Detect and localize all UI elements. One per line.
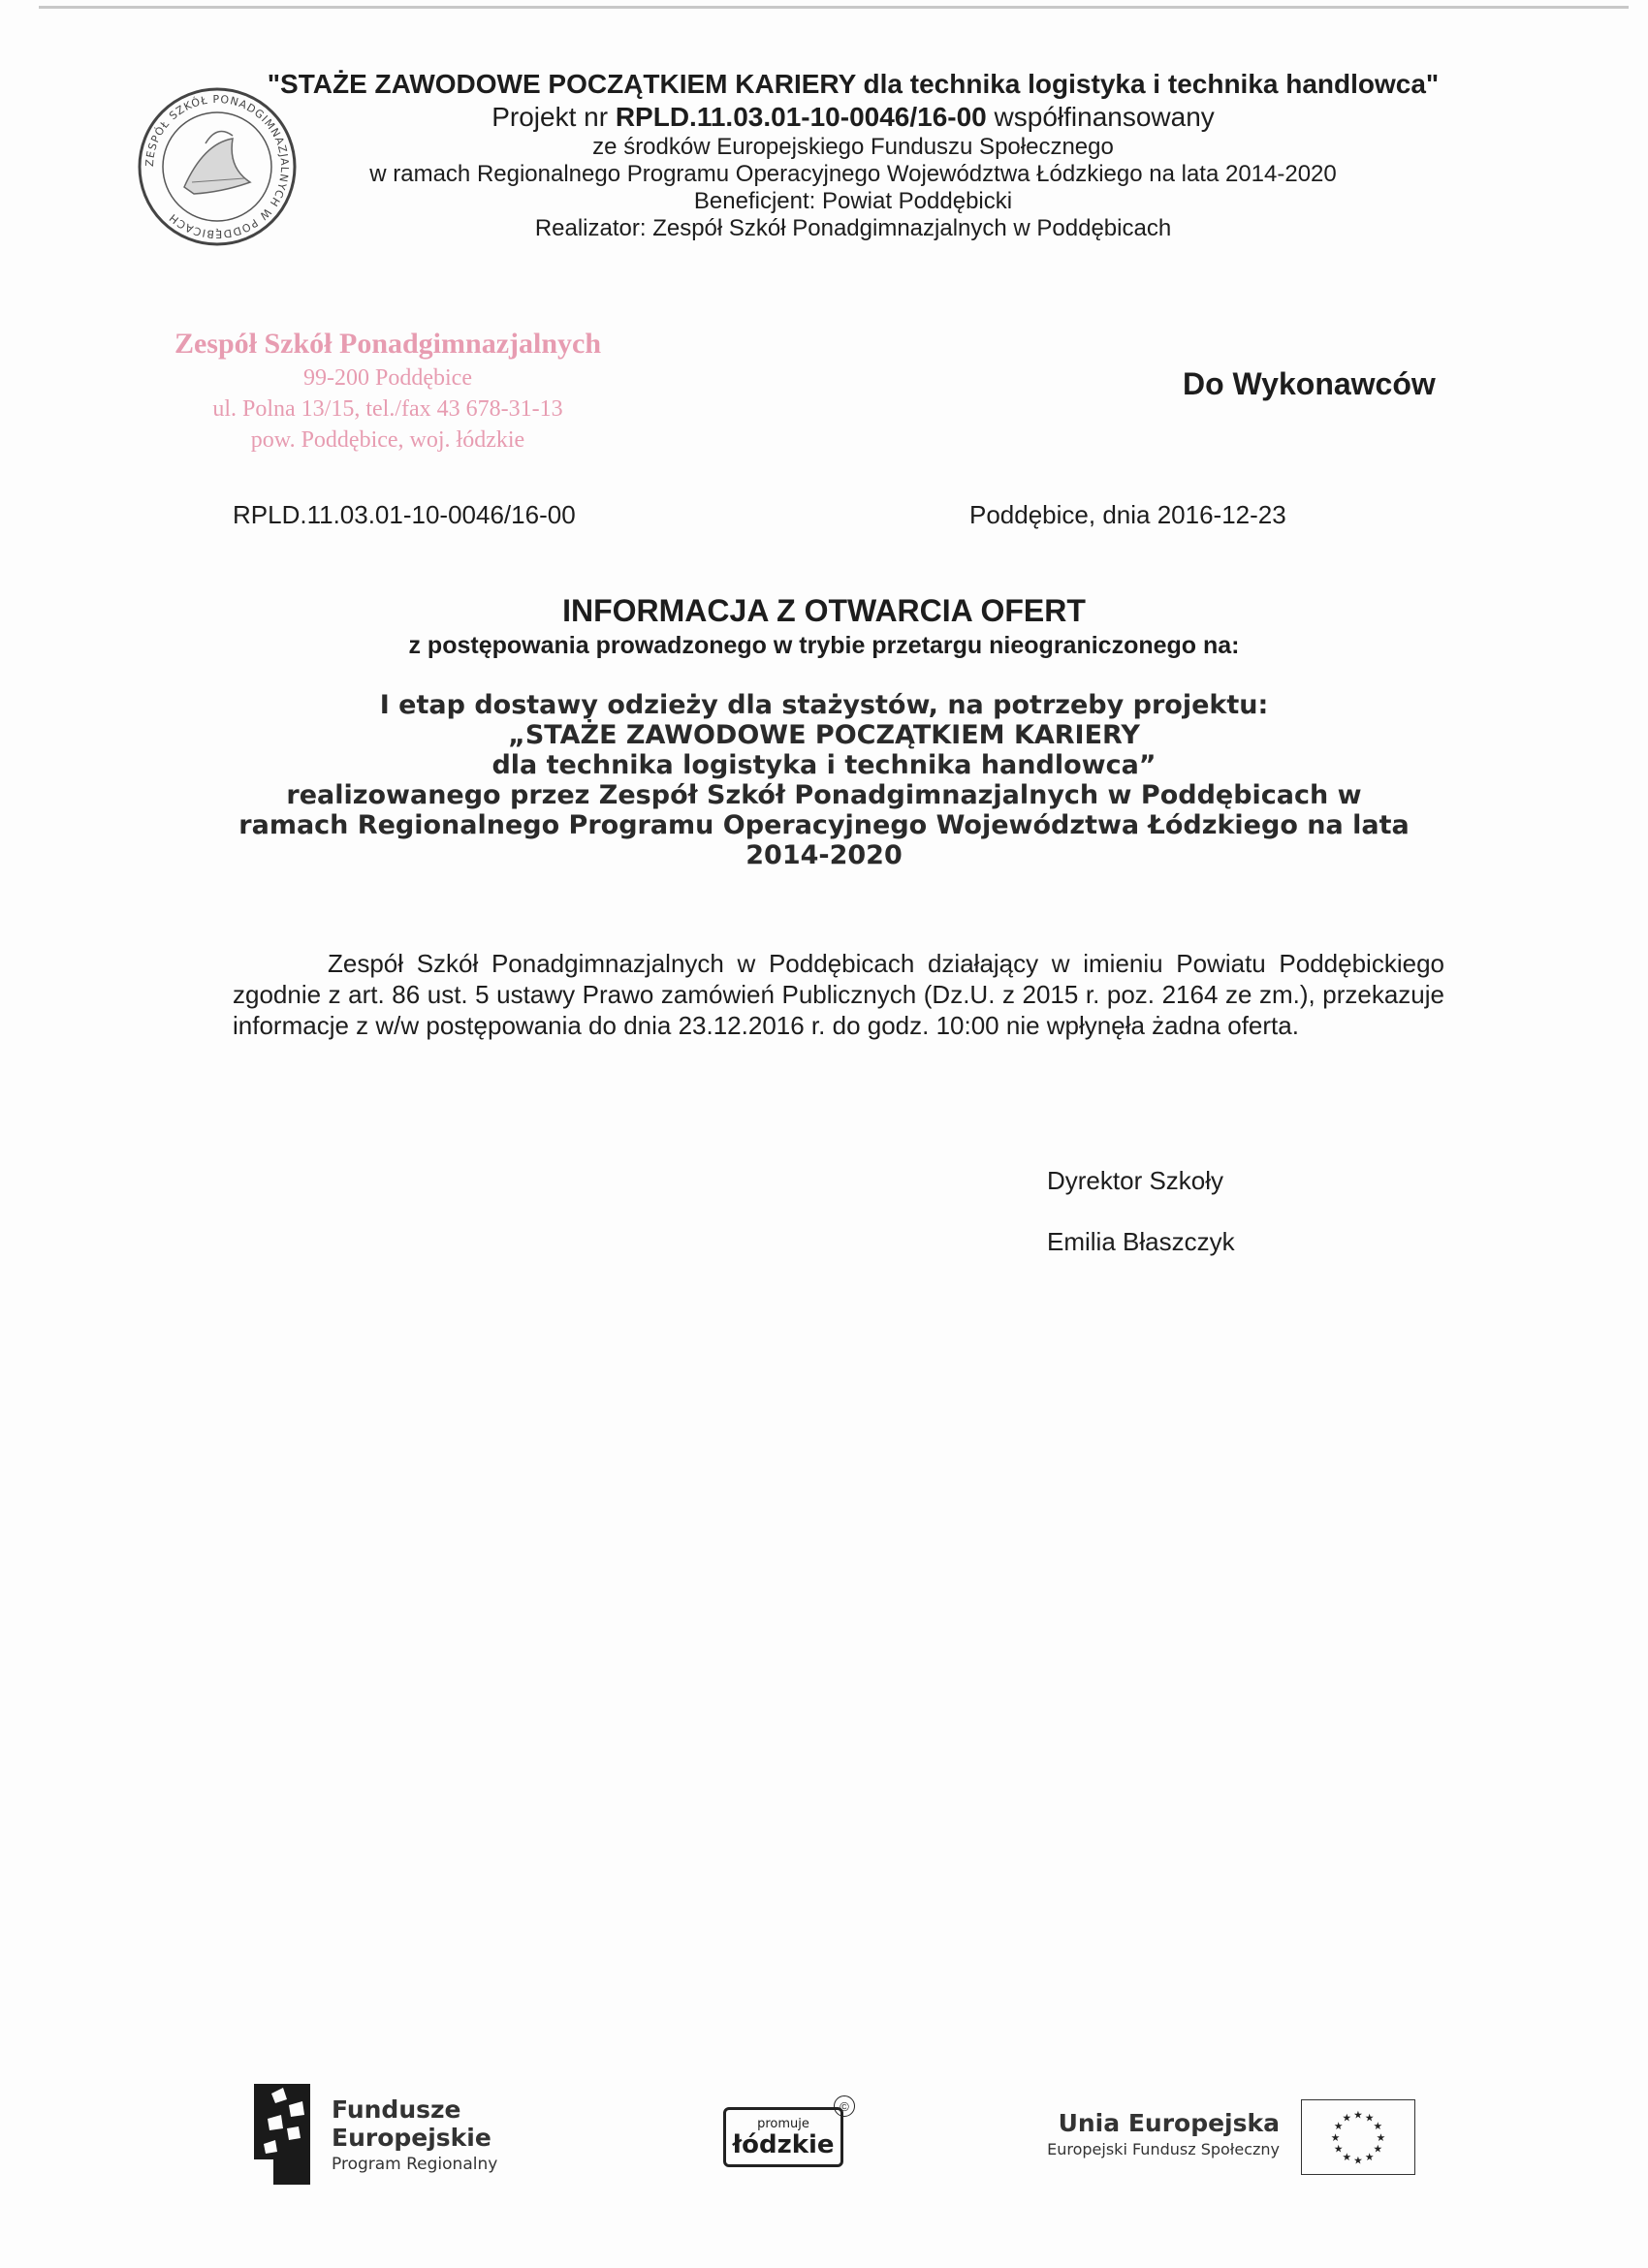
ue-line-1: Unia Europejska: [1058, 2109, 1280, 2137]
tender-subject: [194, 690, 1454, 870]
eu-star-icon: ★: [1333, 2142, 1344, 2156]
unia-europejska-text: [998, 2109, 1280, 2161]
letterhead: [223, 68, 1483, 242]
fe-line-2: Europejskie: [332, 2124, 491, 2152]
subject-line-6: 2014-2020: [745, 840, 903, 870]
fe-line-1: Fundusze: [332, 2095, 461, 2124]
eu-flag-icon: [1301, 2099, 1415, 2175]
signatory-name: Emilia Błaszczyk: [1047, 1227, 1235, 1256]
beneficiary-line: Beneficjent: Powiat Poddębicki: [693, 188, 1013, 214]
project-suffix: współfinansowany: [986, 102, 1215, 132]
subject-line-4: realizowanego przez Zespół Szkół Ponadgimnazjalnych w Poddębicach w: [286, 780, 1362, 810]
lodzkie-big: łódzkie: [732, 2130, 835, 2159]
eu-star-icon: ★: [1364, 2151, 1375, 2164]
fundusze-europejskie-text: [332, 2095, 497, 2177]
stamp-line-3: ul. Polna 13/15, tel./fax 43 678-31-13: [212, 396, 563, 422]
project-number-line: [223, 101, 1483, 134]
subject-line-5: ramach Regionalnego Programu Operacyjnego Województwa Łódzkiego na lata: [238, 810, 1410, 840]
implementer-line: Realizator: Zespół Szkół Ponadgimnazjalnych w Poddębicach: [534, 215, 1172, 241]
document-title: INFORMACJA Z OTWARCIA OFERT: [562, 593, 1086, 628]
reference-number: RPLD.11.03.01-10-0046/16-00: [233, 500, 576, 529]
stamp-line-2: 99-200 Poddębice: [303, 365, 472, 391]
eu-star-icon: ★: [1353, 2154, 1363, 2167]
program-line: w ramach Regionalnego Programu Operacyjnego Województwa Łódzkiego na lata 2014-2020: [369, 161, 1337, 187]
fe-line-3: Program Regionalny: [332, 2155, 498, 2174]
promuje-lodzkie-logo: [723, 2107, 843, 2167]
eu-star-icon: ★: [1373, 2142, 1383, 2156]
funding-line: ze środków Europejskiego Funduszu Społecznego: [592, 134, 1114, 160]
document-subtitle: z postępowania prowadzonego w trybie przetargu nieograniczonego na:: [408, 632, 1240, 659]
copyright-mark: ©: [834, 2095, 855, 2117]
eu-star-icon: ★: [1353, 2108, 1363, 2122]
stamp-line-4: pow. Poddębice, woj. łódzkie: [250, 427, 525, 453]
seal-ring-text: ZESPÓŁ SZKÓŁ PONADGIMNAZJALNYCH W PODDĘBICACH: [143, 92, 292, 241]
subject-line-3: dla technika logistyka i technika handlowca”: [491, 750, 1157, 780]
eu-star-icon: ★: [1342, 2151, 1352, 2164]
project-title: "STAŻE ZAWODOWE POCZĄTKIEM KARIERY dla technika logistyka i technika handlowca": [267, 69, 1440, 99]
document-date: Poddębice, dnia 2016-12-23: [969, 500, 1286, 529]
subject-line-2: „STAŻE ZAWODOWE POCZĄTKIEM KARIERY: [508, 720, 1140, 750]
eu-star-icon: ★: [1364, 2111, 1375, 2125]
project-number: RPLD.11.03.01-10-0046/16-00: [615, 102, 987, 132]
signatory-role: Dyrektor Szkoły: [1047, 1166, 1224, 1195]
scan-edge-line: [39, 6, 1629, 9]
eu-star-icon: ★: [1376, 2130, 1386, 2144]
eu-star-icon: ★: [1330, 2130, 1341, 2144]
recipient: Do Wykonawców: [1183, 366, 1436, 401]
subject-line-1: I etap dostawy odzieży dla stażystów, na potrzeby projektu:: [379, 690, 1269, 720]
body-paragraph: [233, 948, 1444, 1041]
eu-star-icon: ★: [1342, 2111, 1352, 2125]
project-prefix: Projekt nr: [491, 102, 616, 132]
lodzkie-small: promuje: [757, 2117, 809, 2131]
ue-line-2: Europejski Fundusz Społeczny: [1047, 2140, 1280, 2158]
body-text: Zespół Szkół Ponadgimnazjalnych w Poddębicach działający w imieniu Powiatu Poddębickiego zgodnie z art. 86 ust. 5 ustawy Prawo zamówień Publicznych (Dz.U. z 2015 r. poz. 2164 ze zm.), przekazuje informacje z w/w postępowania do dnia 23.12.2016 r. do godz. 10:00 nie wpłynęła żadna oferta.: [233, 949, 1444, 1040]
stamp-line-1: Zespół Szkół Ponadgimnazjalnych: [174, 328, 602, 360]
school-stamp: [155, 326, 620, 456]
fundusze-europejskie-logo-icon: [254, 2084, 310, 2185]
eu-star-icon: ★: [1373, 2120, 1383, 2133]
eu-star-icon: ★: [1333, 2120, 1344, 2133]
